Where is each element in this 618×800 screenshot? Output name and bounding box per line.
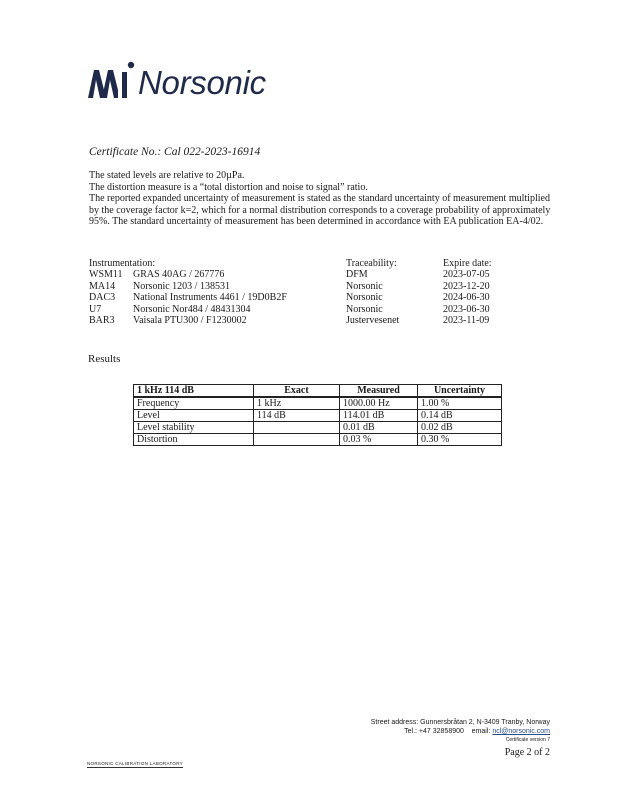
instrument-id: DAC3 — [89, 292, 116, 304]
results-header-condition: 1 kHz 114 dB — [134, 385, 254, 398]
instrument-id: BAR3 — [89, 314, 115, 326]
table-row — [134, 422, 502, 434]
result-parameter: Level stability — [134, 422, 254, 434]
instrumentation-table — [89, 258, 559, 326]
note-reference-level: The stated levels are relative to 20µPa. — [89, 170, 245, 181]
results-header-measured: Measured — [340, 385, 418, 398]
instrument-row — [89, 315, 559, 326]
result-exact — [254, 434, 340, 446]
expire-heading: Expire date: — [443, 258, 492, 269]
instrument-expire: 2023-06-30 — [443, 303, 490, 315]
email-link[interactable]: ncl@norsonic.com — [492, 728, 550, 735]
instrument-id: MA14 — [89, 280, 116, 292]
instrument-row — [89, 304, 559, 315]
instrument-traceability: Norsonic — [346, 303, 383, 315]
norsonic-logo — [86, 52, 286, 108]
certificate-number: Certificate No.: Cal 022-2023-16914 — [89, 146, 261, 158]
result-measured: 0.03 % — [340, 434, 418, 446]
instrument-name: National Instruments 4461 / 19D0B2F — [133, 292, 287, 304]
instrument-name: Vaisala PTU300 / F1230002 — [133, 314, 247, 326]
result-exact — [254, 422, 340, 434]
instrument-expire: 2024-06-30 — [443, 292, 490, 304]
instrument-id: WSM11 — [89, 269, 123, 281]
note-uncertainty: The reported expanded uncertainty of measurement is stated as the standard uncertainty of measurement multiplied by the coverage factor k=2, which for a normal distribution corresponds to a coverage probability of approximately 95%. The standard uncertainty of measurement has been determined in accordance with EA publication EA-4/02. — [89, 193, 551, 228]
instrument-traceability: Norsonic — [346, 280, 383, 292]
certificate-version: Certificate version 7 — [505, 737, 550, 743]
instrument-traceability: DFM — [346, 269, 368, 281]
instrumentation-header — [89, 258, 559, 269]
norsonic-mark-icon — [86, 60, 136, 100]
result-parameter: Level — [134, 410, 254, 422]
result-uncertainty: 0.14 dB — [418, 410, 502, 422]
instrumentation-heading: Instrumentation: — [89, 258, 156, 269]
result-exact: 114 dB — [254, 410, 340, 422]
results-label: Results — [88, 353, 121, 365]
telephone: Tel.: +47 32858900 — [404, 728, 464, 735]
results-header-row — [134, 385, 502, 398]
result-uncertainty: 1.00 % — [418, 397, 502, 410]
result-measured: 114.01 dB — [340, 410, 418, 422]
results-header-uncertainty: Uncertainty — [418, 385, 502, 398]
table-row — [134, 397, 502, 410]
instrument-row — [89, 292, 559, 303]
instrument-name: Norsonic 1203 / 138531 — [133, 280, 230, 292]
instrument-row — [89, 269, 559, 280]
note-distortion: The distortion measure is a “total distortion and noise to signal” ratio. — [89, 181, 368, 193]
instrument-row — [89, 281, 559, 292]
logo-text: Norsonic — [138, 64, 266, 101]
street-address: Street address: Gunnersbråtan 2, N-3409 Tranby, Norway — [370, 719, 550, 726]
contact-line — [250, 727, 550, 736]
result-uncertainty: 0.30 % — [418, 434, 502, 446]
instrument-traceability: Norsonic — [346, 292, 383, 304]
instrument-expire: 2023-11-09 — [443, 314, 490, 326]
table-row — [134, 434, 502, 446]
traceability-heading: Traceability: — [346, 258, 397, 269]
instrument-expire: 2023-12-20 — [443, 280, 490, 292]
instrument-expire: 2023-07-05 — [443, 269, 490, 281]
result-parameter: Frequency — [134, 397, 254, 410]
email-label: email: — [471, 728, 491, 735]
instrument-name: GRAS 40AG / 267776 — [133, 269, 225, 281]
page-number: Page 2 of 2 — [504, 747, 550, 758]
instrument-name: Norsonic Nor484 / 48431304 — [133, 303, 251, 315]
result-exact: 1 kHz — [254, 397, 340, 410]
notes — [89, 170, 559, 228]
results-table — [133, 384, 502, 446]
result-measured: 1000.00 Hz — [340, 397, 418, 410]
results-header-exact: Exact — [254, 385, 340, 398]
instrument-id: U7 — [89, 303, 102, 315]
table-row — [134, 410, 502, 422]
result-measured: 0.01 dB — [340, 422, 418, 434]
lab-name: NORSONIC CALIBRATION LABORATORY — [87, 761, 183, 766]
footer-contact — [250, 718, 550, 745]
result-parameter: Distortion — [134, 434, 254, 446]
result-uncertainty: 0.02 dB — [418, 422, 502, 434]
instrument-traceability: Justervesenet — [346, 314, 400, 326]
